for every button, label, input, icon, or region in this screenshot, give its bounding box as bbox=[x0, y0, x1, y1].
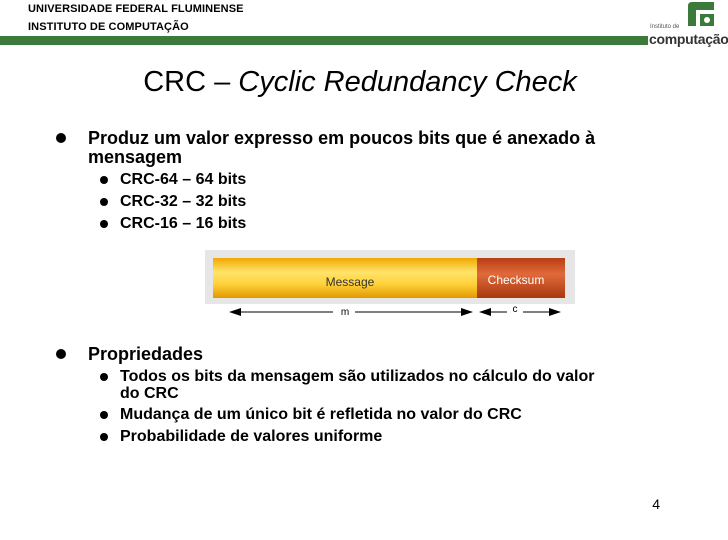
bullet2-label: Propriedades bbox=[88, 344, 204, 364]
title-main: CRC – bbox=[143, 66, 239, 98]
sub-bullet-marker bbox=[100, 198, 108, 206]
sub-bullet-marker bbox=[100, 373, 108, 381]
slide-title bbox=[0, 66, 720, 99]
sub-bullet-marker bbox=[100, 411, 108, 419]
bullet-marker bbox=[56, 133, 66, 143]
sub-bullet-marker bbox=[100, 176, 108, 184]
crc64-item: CRC-64 – 64 bits bbox=[120, 171, 247, 188]
property-1-line1: Todos os bits da mensagem são utilizados no cálculo do valor bbox=[120, 368, 595, 385]
message-label: Message bbox=[325, 275, 375, 289]
bullet1-line2: mensagem bbox=[88, 147, 183, 167]
property-1-line2: do CRC bbox=[120, 385, 179, 402]
title-italic: Cyclic Redundancy Check bbox=[238, 66, 577, 98]
bullet-marker bbox=[56, 349, 66, 359]
property-3: Probabilidade de valores uniforme bbox=[120, 428, 383, 445]
arrowhead-icon bbox=[229, 308, 241, 316]
property-2: Mudança de um único bit é refletida no valor do CRC bbox=[120, 406, 522, 423]
m-label: m bbox=[340, 307, 350, 318]
arrowhead-icon bbox=[549, 308, 561, 316]
logo-big-text: computação bbox=[649, 31, 728, 47]
c-label: c bbox=[512, 304, 518, 315]
checksum-label: Checksum bbox=[487, 273, 545, 287]
crc16-item: CRC-16 – 16 bits bbox=[120, 215, 247, 232]
crc32-item: CRC-32 – 32 bits bbox=[120, 193, 247, 210]
institute-name: INSTITUTO DE COMPUTAÇÃO bbox=[28, 21, 189, 33]
page-number: 4 bbox=[652, 496, 660, 512]
header-bar bbox=[0, 36, 648, 45]
sub-bullet-marker bbox=[100, 220, 108, 228]
bullet1-line1: Produz um valor expresso em poucos bits que é anexado à bbox=[88, 128, 596, 148]
arrowhead-icon bbox=[479, 308, 491, 316]
logo-small-text: Instituto de bbox=[650, 24, 680, 30]
university-name: UNIVERSIDADE FEDERAL FLUMINENSE bbox=[28, 3, 244, 15]
institute-logo bbox=[648, 0, 728, 48]
crc-frame-diagram bbox=[205, 250, 575, 322]
sub-bullet-marker bbox=[100, 433, 108, 441]
arrowhead-icon bbox=[461, 308, 473, 316]
logo-mark-icon bbox=[684, 0, 718, 30]
